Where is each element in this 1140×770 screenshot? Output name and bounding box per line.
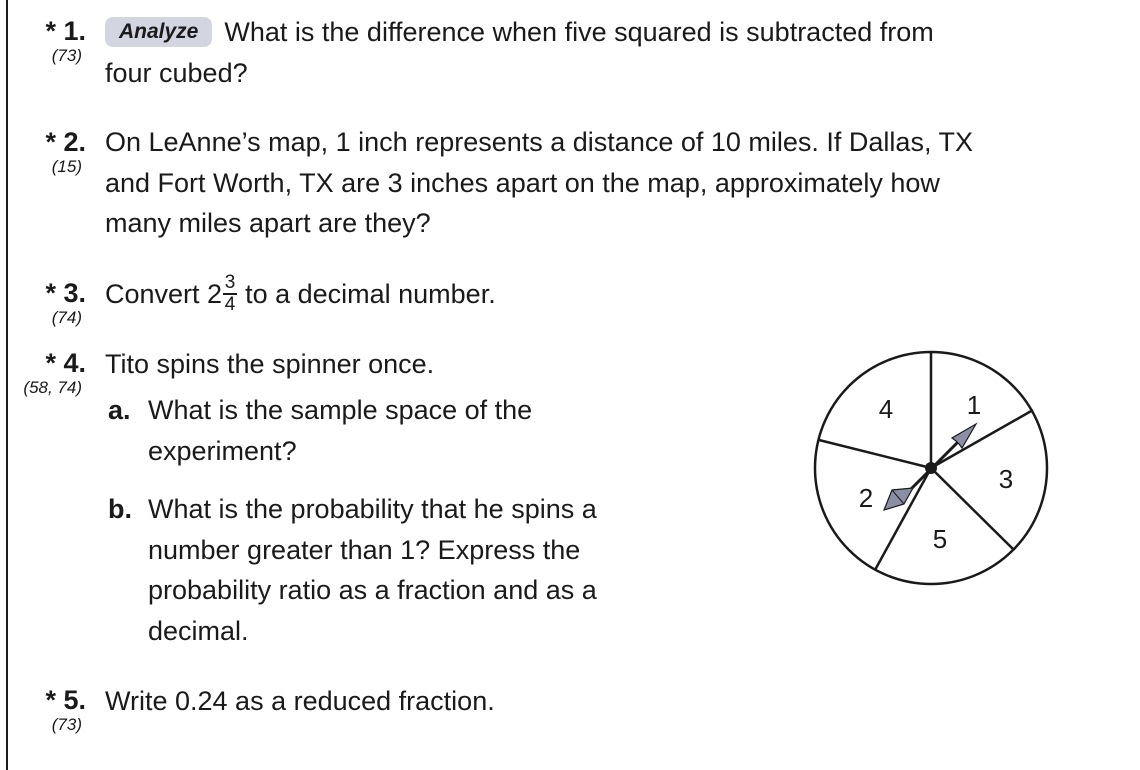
problem-line: On LeAnne’s map, 1 inch represents a distance of 10 miles. If Dallas, TX xyxy=(105,127,973,157)
problem-text xyxy=(105,122,973,244)
part-line: What is the sample space of the xyxy=(148,395,533,425)
fraction-numerator: 3 xyxy=(224,272,236,293)
analyze-badge: Analyze xyxy=(105,17,212,47)
problem-text-before: Convert 2 xyxy=(105,279,223,309)
part-line: number greater than 1? Express the xyxy=(148,534,581,565)
lesson-reference: (58, 74) xyxy=(23,378,82,397)
lesson-reference: (74) xyxy=(51,308,82,327)
part-label: a. xyxy=(108,395,131,425)
problem-number: * 5. xyxy=(45,685,86,715)
spinner-label: 4 xyxy=(878,394,894,424)
problem-number: * 1. xyxy=(45,16,86,46)
part-text xyxy=(148,489,597,651)
problem-line: many miles apart are they? xyxy=(105,208,431,238)
problem-text-after: to a decimal number. xyxy=(245,279,496,309)
lesson-reference: (15) xyxy=(51,157,82,176)
problem-text xyxy=(105,12,934,93)
problem-line: and Fort Worth, TX are 3 inches apart on the map, approximately how xyxy=(105,167,940,198)
spinner-label: 3 xyxy=(998,464,1014,494)
spinner-center-pin xyxy=(925,462,937,474)
spinner-diagram xyxy=(800,340,1060,600)
spinner-label: 2 xyxy=(858,483,874,513)
part-label: b. xyxy=(108,494,132,524)
problem-line: What is the difference when five squared is subtracted from xyxy=(224,17,934,47)
mixed-number-fraction xyxy=(223,272,237,315)
problem-text xyxy=(105,274,496,315)
part-line: What is the probability that he spins a xyxy=(148,494,597,524)
part-text xyxy=(148,390,532,471)
part-line: experiment? xyxy=(148,435,297,466)
part-line: decimal. xyxy=(148,615,249,646)
spinner-label: 5 xyxy=(932,524,948,554)
lesson-reference: (73) xyxy=(51,46,82,65)
problem-line: four cubed? xyxy=(105,57,248,88)
lesson-reference: (73) xyxy=(51,715,82,734)
spinner-label: 1 xyxy=(966,390,982,420)
problem-text: Tito spins the spinner once. xyxy=(105,349,435,379)
part-line: probability ratio as a fraction and as a xyxy=(148,575,597,605)
problem-number: * 4. xyxy=(45,348,86,378)
problem-number: * 2. xyxy=(45,127,86,157)
problem-number: * 3. xyxy=(45,278,86,308)
problem-text: Write 0.24 as a reduced fraction. xyxy=(105,686,495,716)
fraction-denominator: 4 xyxy=(224,294,236,315)
